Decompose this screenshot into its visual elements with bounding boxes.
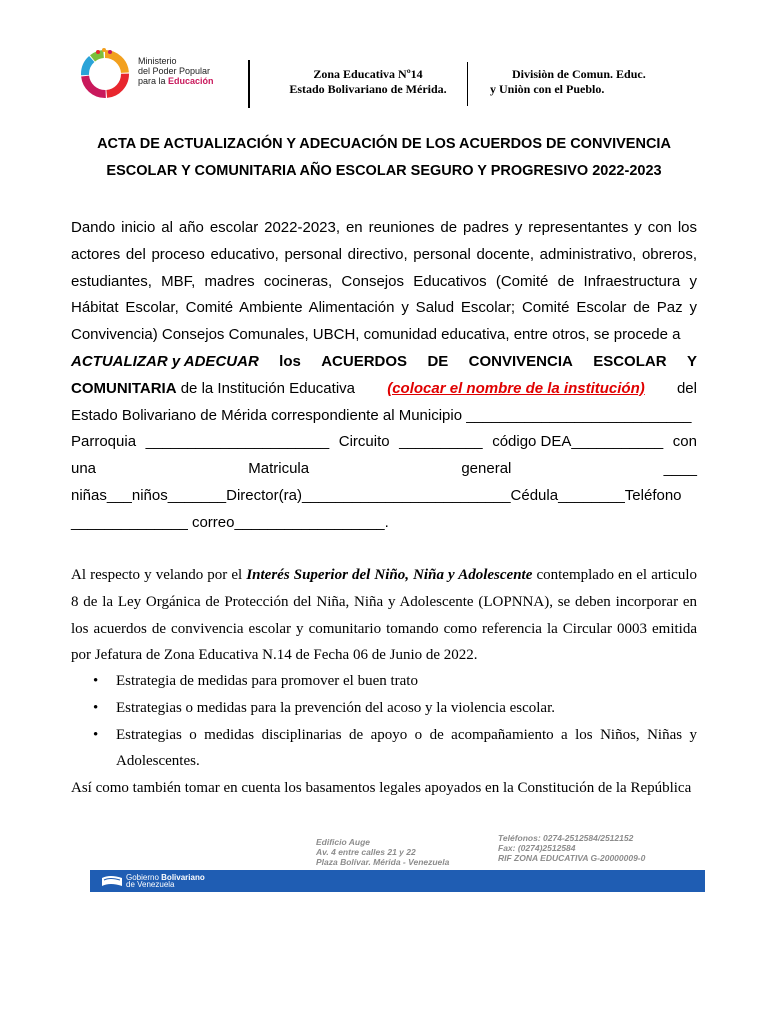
logo-line-1: Ministerio <box>138 56 177 66</box>
list-item: • Estrategias o medidas disciplinarias de apoyo o de acompañamiento a los Niños, Niñas y Adolescentes. <box>71 722 697 776</box>
footer-contact: Teléfonos: 0274-2512584/2512152 Fax: (0274)2512584 RIF ZONA EDUCATIVA G-20000009-0 <box>498 833 646 863</box>
division-line-1: Divisiòn de Comun. Educ. <box>512 67 646 81</box>
zona-line-2: Estado Bolivariano de Mérida. <box>289 82 447 96</box>
division-line-2: y Uniòn con el Pueblo. <box>490 82 605 96</box>
header-divider-right <box>467 62 468 106</box>
intro-paragraph <box>71 215 697 537</box>
interes-superior-text: Interés Superior del Niño, Niña y Adolescente <box>246 567 533 583</box>
zona-line-1: Zona Educativa Nº14 <box>313 67 423 81</box>
list-item: • Estrategia de medidas para promover el buen trato <box>71 668 697 695</box>
bullet-icon: • <box>93 726 99 743</box>
zona-educativa-heading <box>262 67 474 97</box>
strategy-list <box>71 668 697 775</box>
logo-wordmark <box>138 56 214 86</box>
document-title <box>70 131 698 185</box>
lopnna-paragraph: Al respecto y velando por el Interés Superior del Niño, Niña y Adolescente contemplado en el articulo 8 de la Ley Orgánica de Protección del Niña, Niña y Adolescente (LOPNNA), se deben incorporar en los acuerdos de convivencia escolar y comunitario tomando como referencia la Circular 0003 emitida por Jefatura de Zona Educativa N.14 de Fecha 06 de Junio de 2022. <box>71 567 698 664</box>
list-item: • Estrategias o medidas para la prevención del acoso y la violencia escolar. <box>71 695 697 722</box>
title-line-2: ESCOLAR Y COMUNITARIA AÑO ESCOLAR SEGURO Y PROGRESIVO 2022-2023 <box>106 163 662 179</box>
parroquia-line: Parroquia ______________________ Circuito __________ código DEA___________ con <box>71 433 697 451</box>
title-line-1: ACTA DE ACTUALIZACIÓN Y ADECUACIÓN DE LOS ACUERDOS DE CONVIVENCIA <box>97 136 671 152</box>
institution-line: COMUNITARIA de la Institución Educativa (colocar el nombre de la institución) del <box>71 376 697 403</box>
footer-address: Edificio Auge Av. 4 entre calles 21 y 22 Plaza Bolívar. Mérida - Venezuela <box>316 837 450 867</box>
bullet-icon: • <box>93 699 99 716</box>
bullet-icon: • <box>93 673 99 689</box>
ninas-line: niñas___niños_______Director(ra)_________________________Cédula________Teléfono <box>71 486 682 504</box>
matricula-line: una Matricula general ____ <box>71 460 697 478</box>
correo-line: ______________ correo__________________. <box>71 513 389 531</box>
action-line: ACTUALIZAR y ADECUAR los ACUERDOS DE CONVIVENCIA ESCOLAR Y <box>71 352 697 370</box>
division-heading <box>480 67 680 97</box>
header-divider-left <box>248 60 250 108</box>
logo-line-3: para la Educación <box>138 76 214 86</box>
estado-line: Estado Bolivariano de Mérida correspondiente al Municipio ___________________________ <box>71 406 692 424</box>
institution-placeholder: (colocar el nombre de la institución) <box>387 379 645 397</box>
constitution-paragraph: Así como también tomar en cuenta los basamentos legales apoyados en la Constitución de la República <box>71 780 692 796</box>
gov-wordmark: Gobierno Bolivariano de Venezuela <box>126 873 205 889</box>
intro-text: Dando inicio al año escolar 2022-2023, en reuniones de padres y representantes y con los actores del proceso educativo, personal directivo, personal docente, administrativo, obreros, estudiantes, MBF, madres cocineras, Consejos Educativos (Comité de Infraestructura y Hábitat Escolar, Comité Ambiente Alimentación y Salud Escolar; Comité Escolar de Paz y Convivencia) Consejos Comunales, UBCH, comunidad educativa, entre otros, se procede a <box>71 219 697 344</box>
logo-line-2: del Poder Popular <box>138 66 211 76</box>
